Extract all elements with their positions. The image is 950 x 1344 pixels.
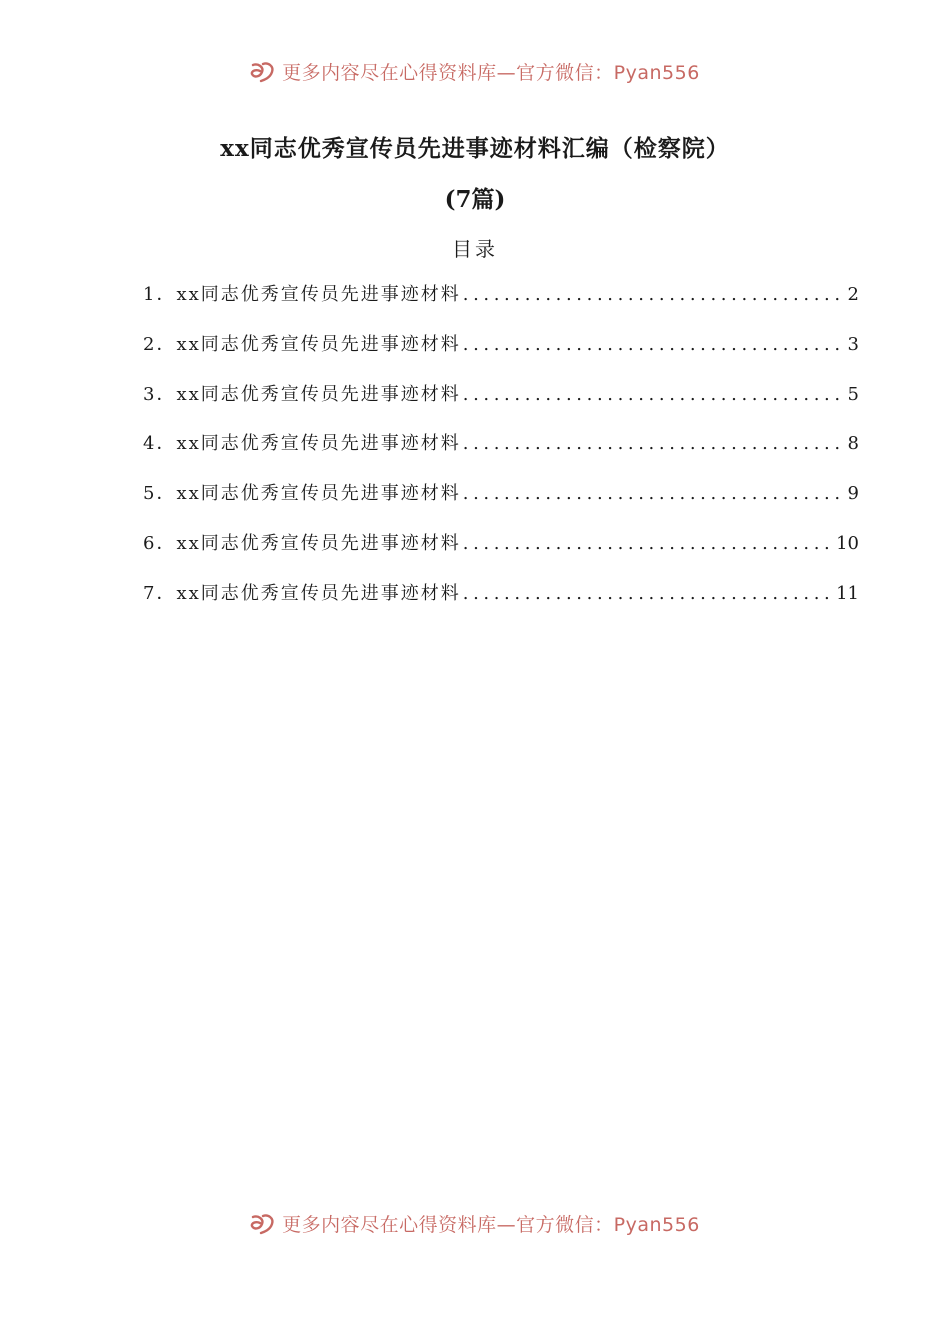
document-subtitle: (7篇) [444,186,506,213]
toc-entry-page: 8 [847,433,859,455]
toc-entry-5[interactable] [143,479,859,529]
toc-entry-page: 2 [847,284,859,305]
toc-entry-number: 4． [143,433,177,455]
toc-entry-number: 2． [143,333,177,355]
toc-dot-leader [463,284,846,305]
toc-entry-page: 10 [836,532,859,554]
toc-entry-title: xx同志优秀宣传员先进事迹材料 [176,582,461,604]
toc-entry-4[interactable] [143,429,859,479]
watermark-text: 更多内容尽在心得资料库—官方微信：Pyan556 [282,62,700,84]
toc-entry-number: 1． [143,284,177,305]
toc-entry-page: 11 [836,582,859,604]
toc-entry-page: 3 [847,333,859,355]
watermark-text: 更多内容尽在心得资料库—官方微信：Pyan556 [282,1214,700,1236]
table-of-contents [143,280,859,629]
toc-entry-title: xx同志优秀宣传员先进事迹材料 [176,483,461,505]
toc-entry-3[interactable] [143,380,859,430]
toc-entry-6[interactable] [143,529,859,579]
toc-dot-leader [463,334,846,355]
toc-entry-number: 7． [143,582,177,604]
toc-dot-leader [463,583,834,604]
toc-entry-1[interactable] [143,280,859,330]
toc-entry-title: xx同志优秀宣传员先进事迹材料 [176,284,461,305]
toc-entry-title: xx同志优秀宣传员先进事迹材料 [176,383,461,405]
ribbon-logo-icon [250,61,276,83]
toc-heading: 目录 [452,237,498,261]
header-watermark [0,58,950,85]
toc-entry-7[interactable] [143,579,859,629]
toc-dot-leader [463,384,846,405]
toc-entry-title: xx同志优秀宣传员先进事迹材料 [176,532,461,554]
footer-watermark [0,1210,950,1237]
toc-entry-number: 3． [143,383,177,405]
toc-entry-page: 9 [847,483,859,505]
toc-entry-page: 5 [847,383,859,405]
toc-entry-title: xx同志优秀宣传员先进事迹材料 [176,333,461,355]
toc-dot-leader [463,483,846,504]
ribbon-logo-icon [250,1213,276,1235]
toc-entry-title: xx同志优秀宣传员先进事迹材料 [176,433,461,455]
document-title: xx同志优秀宣传员先进事迹材料汇编（检察院） [220,135,730,162]
toc-dot-leader [463,433,846,454]
toc-entry-2[interactable] [143,330,859,380]
toc-entry-number: 6． [143,532,177,554]
toc-entry-number: 5． [143,483,177,505]
toc-dot-leader [463,533,834,554]
